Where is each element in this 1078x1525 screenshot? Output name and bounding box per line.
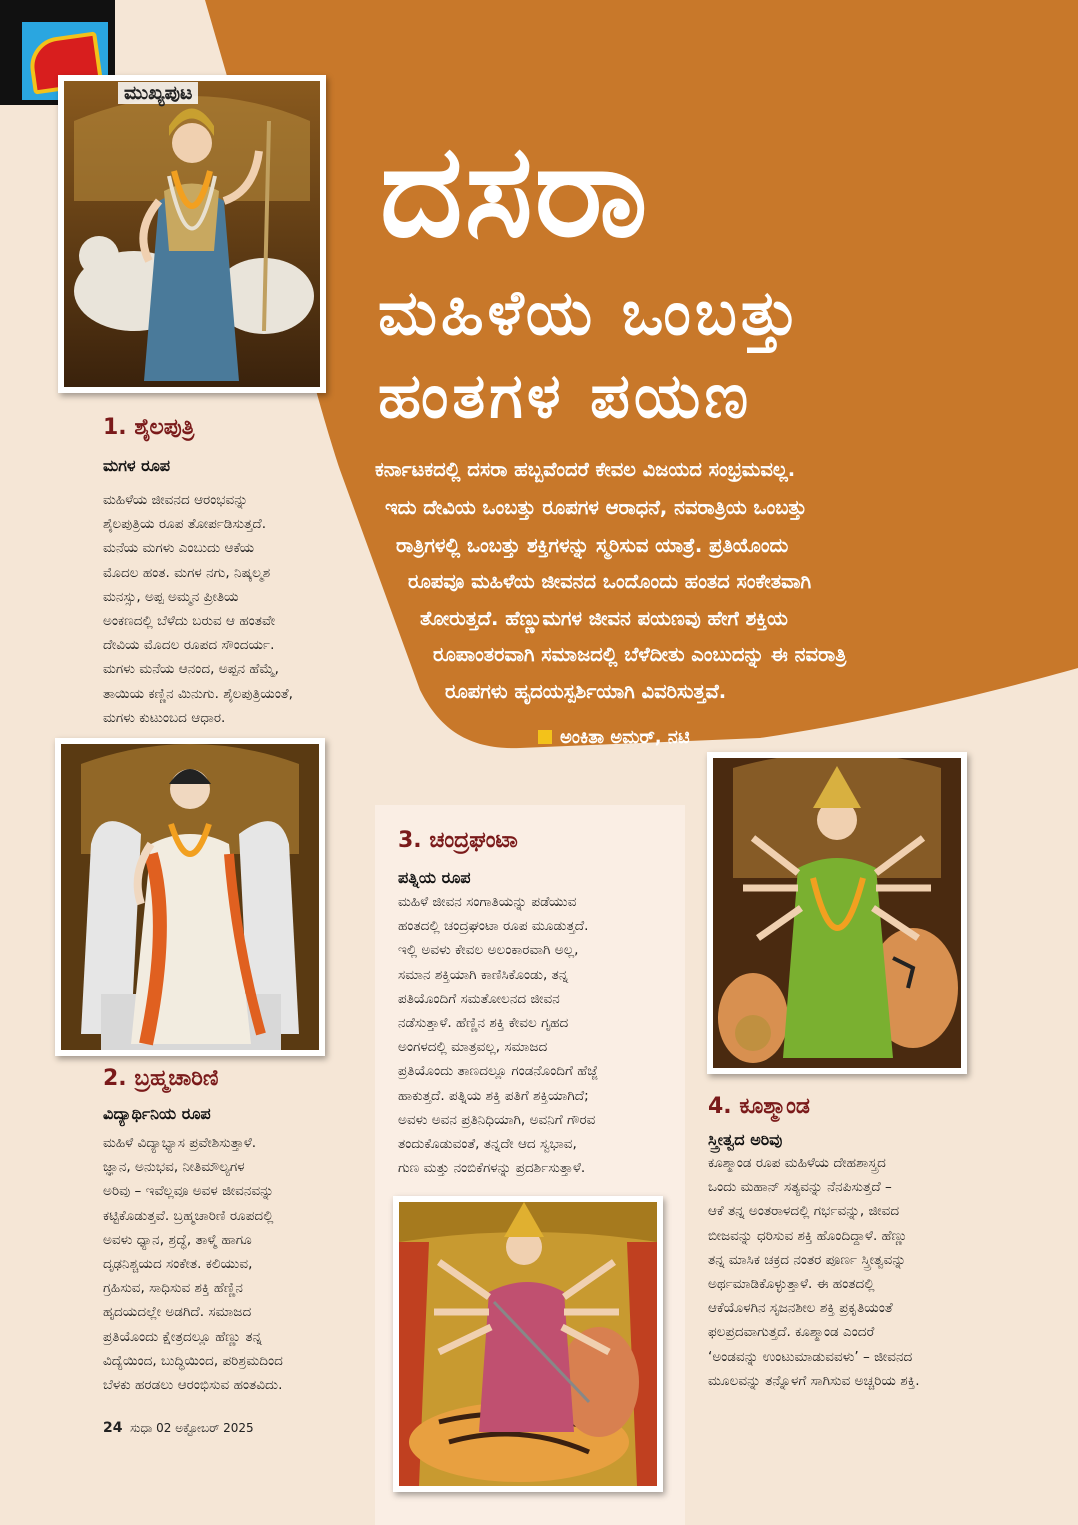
section-subtitle: ಸ್ತ್ರೀತ್ವದ ಅರಿವು (708, 1130, 783, 1149)
kushmanda-photo (707, 752, 967, 1074)
page-footer (103, 1420, 254, 1436)
intro-line: ಇದು ದೇವಿಯ ಒಂಬತ್ತು ರೂಪಗಳ ಆರಾಧನೆ, ನವರಾತ್ರಿಯ ಒಂಬತ್ತು (385, 496, 807, 519)
section-title: 3. ಚಂದ್ರಘಂಟಾ (398, 828, 518, 853)
brahmacharini-photo (55, 738, 325, 1056)
intro-line: ರೂಪಗಳು ಹೃದಯಸ್ಪರ್ಶಿಯಾಗಿ ವಿವರಿಸುತ್ತವೆ. (445, 680, 727, 703)
section-subtitle: ವಿದ್ಯಾರ್ಥಿನಿಯ ರೂಪ (103, 1104, 211, 1123)
byline (538, 727, 690, 748)
section-title: 2. ಬ್ರಹ್ಮಚಾರಿಣಿ (103, 1066, 219, 1091)
section-body: ಮಹಿಳೆ ಜೀವನ ಸಂಗಾತಿಯನ್ನು ಪಡೆಯುವ ಹಂತದಲ್ಲಿ ಚಂದ್ರಘಂಟಾ ರೂಪ ಮೂಡುತ್ತದೆ. ಇಲ್ಲಿ ಅವಳು ಕೇವಲ ಅಲಂಕಾರವಾಗಿ ಅಲ್ಲ, ಸಮಾನ ಶಕ್ತಿಯಾಗಿ ಕಾಣಿಸಿಕೊಂಡು, ತನ್ನ ಪತಿಯೊಂದಿಗೆ ಸಮತೋಲನದ ಜೀವನ ನಡೆಸುತ್ತಾಳೆ. ಹೆಣ್ಣಿನ ಶಕ್ತಿ ಕೇವಲ ಗೃಹದ ಅಂಗಳದಲ್ಲಿ ಮಾತ್ರವಲ್ಲ, ಸಮಾಜದ ಪ್ರತಿಯೊಂದು ತಾಣದಲ್ಲೂ ಗಂಡನೊಂದಿಗೆ ಹೆಜ್ಜೆ ಹಾಕುತ್ತದೆ. ಪತ್ನಿಯ ಶಕ್ತಿ ಪತಿಗೆ ಶಕ್ತಿಯಾಗಿದೆ; ಅವಳು ಅವನ ಪ್ರತಿನಿಧಿಯಾಗಿ, ಅವನಿಗೆ ಗೌರವ ತಂದುಕೊಡುವಂತೆ, ತನ್ನದೇ ಆದ ಸ್ವಭಾವ, ಗುಣ ಮತ್ತು ನಂಬಿಕೆಗಳನ್ನು ಪ್ರದರ್ಶಿಸುತ್ತಾಳೆ. (398, 894, 598, 1177)
chandraghanta-photo (393, 1196, 663, 1492)
page-subtitle-line1: ಮಹಿಳೆಯ ಒಂಬತ್ತು (378, 276, 803, 349)
section-title: 1. ಶೈಲಪುತ್ರಿ (103, 415, 195, 440)
byline-square-icon (538, 730, 552, 744)
goddess-with-bull-image (64, 81, 320, 387)
intro-line: ತೋರುತ್ತದೆ. ಹೆಣ್ಣುಮಗಳ ಜೀವನ ಪಯಣವು ಹೇಗೆ ಶಕ್ತಿಯ (420, 607, 788, 630)
section-body: ಮಹಿಳೆ ವಿದ್ಯಾಭ್ಯಾಸ ಪ್ರವೇಶಿಸುತ್ತಾಳೆ. ಜ್ಞಾನ, ಅನುಭವ, ನೀತಿಮೌಲ್ಯಗಳ ಅರಿವು – ಇವೆಲ್ಲವೂ ಅವಳ ಜೀವನವನ್ನು ಕಟ್ಟಿಕೊಡುತ್ತವೆ. ಬ್ರಹ್ಮಚಾರಿಣಿ ರೂಪದಲ್ಲಿ ಅವಳು ಧ್ಯಾನ, ಶ್ರದ್ಧೆ, ತಾಳ್ಮೆ ಹಾಗೂ ದೃಢನಿಶ್ಚಯದ ಸಂಕೇತ. ಕಲಿಯುವ, ಗ್ರಹಿಸುವ, ಸಾಧಿಸುವ ಶಕ್ತಿ ಹೆಣ್ಣಿನ ಹೃದಯದಲ್ಲೇ ಅಡಗಿದೆ. ಸಮಾಜದ ಪ್ರತಿಯೊಂದು ಕ್ಷೇತ್ರದಲ್ಲೂ ಹೆಣ್ಣು ತನ್ನ ವಿದ್ಯೆಯಿಂದ, ಬುದ್ಧಿಯಿಂದ, ಪರಿಶ್ರಮದಿಂದ ಬೆಳಕು ಹರಡಲು ಆರಂಭಿಸುವ ಹಂತವಿದು. (103, 1135, 283, 1394)
page-number: 24 (103, 1420, 123, 1436)
section-tag: ಮುಖ್ಯಪುಟ (118, 82, 198, 104)
byline-text: ಅಂಕಿತಾ ಅಮರ್, ನಟಿ (560, 727, 690, 748)
section-body: ಕೂಶ್ಮಾಂಡ ರೂಪ ಮಹಿಳೆಯ ದೇಹಶಾಸ್ತ್ರದ ಒಂದು ಮಹಾನ್ ಸತ್ಯವನ್ನು ನೆನಪಿಸುತ್ತದೆ – ಆಕೆ ತನ್ನ ಅಂತರಾಳದಲ್ಲಿ ಗರ್ಭವನ್ನು, ಜೀವದ ಬೀಜವನ್ನು ಧರಿಸುವ ಶಕ್ತಿ ಹೊಂದಿದ್ದಾಳೆ. ಹೆಣ್ಣು ತನ್ನ ಮಾಸಿಕ ಚಕ್ರದ ನಂತರ ಪೂರ್ಣ ಸ್ತ್ರೀತ್ವವನ್ನು ಅರ್ಥಮಾಡಿಕೊಳ್ಳುತ್ತಾಳೆ. ಈ ಹಂತದಲ್ಲಿ ಆಕೆಯೊಳಗಿನ ಸೃಜನಶೀಲ ಶಕ್ತಿ ಪ್ರಕೃತಿಯಂತೆ ಫಲಪ್ರದವಾಗುತ್ತದೆ. ಕೂಶ್ಮಾಂಡ ಎಂದರೆ ‘ಅಂಡವನ್ನು ಉಂಟುಮಾಡುವವಳು’ – ಜೀವನದ ಮೂಲವನ್ನು ತನ್ನೊಳಗೆ ಸಾಗಿಸುವ ಅಚ್ಚರಿಯ ಶಕ್ತಿ. (708, 1155, 920, 1389)
page-title: ದಸರಾ (380, 117, 650, 266)
intro-line: ರೂಪಾಂತರವಾಗಿ ಸಮಾಜದಲ್ಲಿ ಬೆಳೆದೀತು ಎಂಬುದನ್ನು ಈ ನವರಾತ್ರಿ (433, 643, 847, 666)
intro-line: ಕರ್ನಾಟಕದಲ್ಲಿ ದಸರಾ ಹಬ್ಬವೆಂದರೆ ಕೇವಲ ವಿಜಯದ ಸಂಭ್ರಮವಲ್ಲ. (375, 458, 796, 481)
section-body: ಮಹಿಳೆಯ ಜೀವನದ ಆರಂಭವನ್ನು ಶೈಲಪುತ್ರಿಯ ರೂಪ ತೋರ್ಪಡಿಸುತ್ತದೆ. ಮನೆಯ ಮಗಳು ಎಂಬುದು ಆಕೆಯ ಮೊದಲ ಹಂತ. ಮಗಳ ನಗು, ನಿಷ್ಕಲ್ಮಶ ಮನಸ್ಸು, ಅಪ್ಪ ಅಮ್ಮನ ಪ್ರೀತಿಯ ಅಂಕಣದಲ್ಲಿ ಬೆಳೆದು ಬರುವ ಆ ಹಂತವೇ ದೇವಿಯ ಮೊದಲ ರೂಪದ ಸೌಂದರ್ಯ. ಮಗಳು ಮನೆಯ ಆನಂದ, ಅಪ್ಪನ ಹೆಮ್ಮೆ, ತಾಯಿಯ ಕಣ್ಣಿನ ಮಿನುಗು. ಶೈಲಪುತ್ರಿಯಂತೆ, ಮಗಳು ಕುಟುಂಬದ ಆಧಾರ. (103, 492, 293, 726)
intro-line: ರೂಪವೂ ಮಹಿಳೆಯ ಜೀವನದ ಒಂದೊಂದು ಹಂತದ ಸಂಕೇತವಾಗಿ (408, 570, 812, 593)
page-subtitle-line2: ಹಂತಗಳ ಪಯಣ (378, 359, 753, 432)
section-subtitle: ಪತ್ನಿಯ ರೂಪ (398, 868, 471, 887)
goddess-seated-image (61, 744, 319, 1050)
goddess-green-saree-image (713, 758, 961, 1068)
footer-text: ಸುಧಾ 02 ಅಕ್ಟೋಬರ್ 2025 (130, 1421, 254, 1435)
intro-line: ರಾತ್ರಿಗಳಲ್ಲಿ ಒಂಬತ್ತು ಶಕ್ತಿಗಳನ್ನು ಸ್ಮರಿಸುವ ಯಾತ್ರೆ. ಪ್ರತಿಯೊಂದು (396, 534, 789, 557)
shailaputri-photo (58, 75, 326, 393)
section-subtitle: ಮಗಳ ರೂಪ (103, 456, 171, 475)
goddess-on-tiger-image (399, 1202, 657, 1486)
section-title: 4. ಕೂಶ್ಮಾಂಡ (708, 1094, 810, 1119)
